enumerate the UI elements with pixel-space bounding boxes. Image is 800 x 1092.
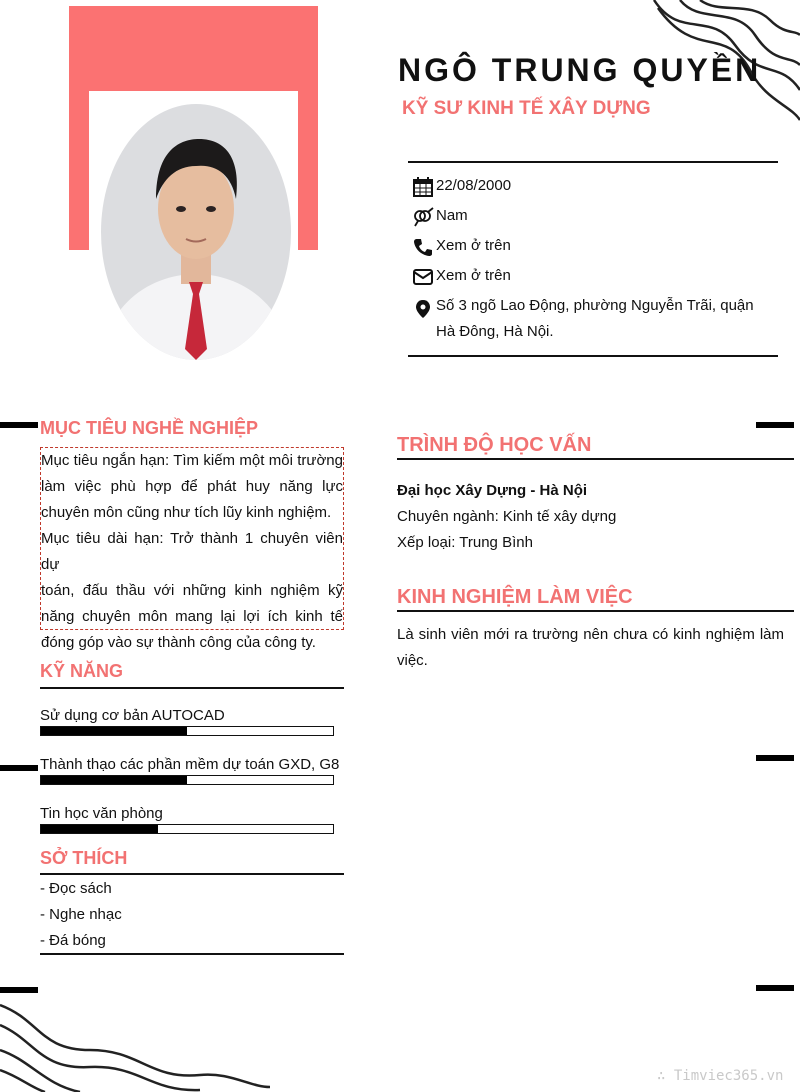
skill-bar: [40, 824, 334, 834]
side-dash: [756, 755, 794, 761]
experience-title: KINH NGHIỆM LÀM VIỆC: [397, 586, 633, 608]
education-school: Đại học Xây Dựng - Hà Nội: [397, 482, 588, 499]
skill-bar: [40, 775, 334, 785]
objective-line: chuyên môn cũng như tích lũy kinh nghiệm.: [41, 504, 332, 521]
candidate-name: NGÔ TRUNG QUYỀN: [398, 52, 762, 88]
envelope-icon: [412, 267, 434, 287]
skill-bar: [40, 726, 334, 736]
education-grade: Xếp loại: Trung Bình: [397, 534, 533, 551]
objective-line: làm việc phù hợp để phát huy năng lực: [41, 478, 343, 495]
objective-line: đóng góp vào sự thành công của công ty.: [41, 634, 316, 651]
education-title: TRÌNH ĐỘ HỌC VẤN: [397, 434, 592, 456]
skill-label: Thành thạo các phần mềm dự toán GXD, G8: [40, 756, 340, 773]
skills-title: KỸ NĂNG: [40, 661, 124, 681]
objective-text: [40, 447, 344, 651]
hobbies-list: [40, 876, 122, 954]
experience-line: Là sinh viên mới ra trường nên chưa có kinh nghiệm làm: [397, 626, 784, 643]
gender-icon: [412, 207, 434, 227]
skill-label: Tin học văn phòng: [40, 805, 163, 822]
hobby-item: - Đọc sách: [40, 880, 112, 897]
education-divider: [397, 458, 794, 460]
side-dash: [0, 422, 38, 428]
email-value: Xem ở trên: [436, 267, 511, 284]
dob-row: [412, 177, 511, 197]
avatar: [101, 104, 291, 360]
hobbies-title: SỞ THÍCH: [40, 848, 128, 868]
side-dash: [0, 765, 38, 771]
wave-decoration-bottom: [0, 995, 270, 1092]
side-dash: [0, 987, 38, 993]
objective-title: MỤC TIÊU NGHỀ NGHIỆP: [40, 418, 259, 438]
job-title: KỸ SƯ KINH TẾ XÂY DỰNG: [402, 98, 651, 119]
contact-bottom-divider: [408, 355, 778, 357]
gender-value: Nam: [436, 207, 468, 224]
skill-bar-fill: [41, 776, 187, 784]
experience-text: [397, 622, 784, 674]
address-line-2: Hà Đông, Hà Nội.: [436, 323, 554, 340]
skill-label: Sử dụng cơ bản AUTOCAD: [40, 707, 225, 724]
address-row: [412, 297, 754, 345]
calendar-icon: [412, 177, 434, 197]
objective-line: Mục tiêu dài hạn: Trở thành 1 chuyên viên dự: [41, 530, 343, 573]
education-major: Chuyên ngành: Kinh tế xây dựng: [397, 508, 617, 525]
objective-line: toán, đấu thầu với những kinh nghiệm kỹ: [41, 582, 343, 599]
phone-row: [412, 237, 511, 257]
contact-top-divider: [408, 161, 778, 163]
skill-bar-fill: [41, 825, 158, 833]
phone-icon: [412, 237, 434, 257]
experience-line: việc.: [397, 652, 428, 669]
objective-line: năng chuyên môn mang lại lợi ích kinh tế: [41, 608, 343, 625]
hobby-item: - Đá bóng: [40, 932, 106, 949]
gender-row: [412, 207, 468, 227]
phone-value: Xem ở trên: [436, 237, 511, 254]
objective-line: Mục tiêu ngắn hạn: Tìm kiếm một môi trường: [41, 452, 343, 469]
side-dash: [756, 422, 794, 428]
hobbies-divider: [40, 873, 344, 875]
email-row: [412, 267, 511, 287]
address-line-1: Số 3 ngõ Lao Động, phường Nguyễn Trãi, quận: [436, 297, 754, 314]
skill-bar-fill: [41, 727, 187, 735]
skills-divider: [40, 687, 344, 689]
location-pin-icon: [412, 299, 434, 319]
dob-value: 22/08/2000: [436, 177, 512, 194]
side-dash: [756, 985, 794, 991]
hobby-item: - Nghe nhạc: [40, 906, 122, 923]
experience-divider: [397, 610, 794, 612]
hobbies-bottom-divider: [40, 953, 344, 955]
watermark: ∴ Timviec365.vn: [657, 1068, 784, 1084]
